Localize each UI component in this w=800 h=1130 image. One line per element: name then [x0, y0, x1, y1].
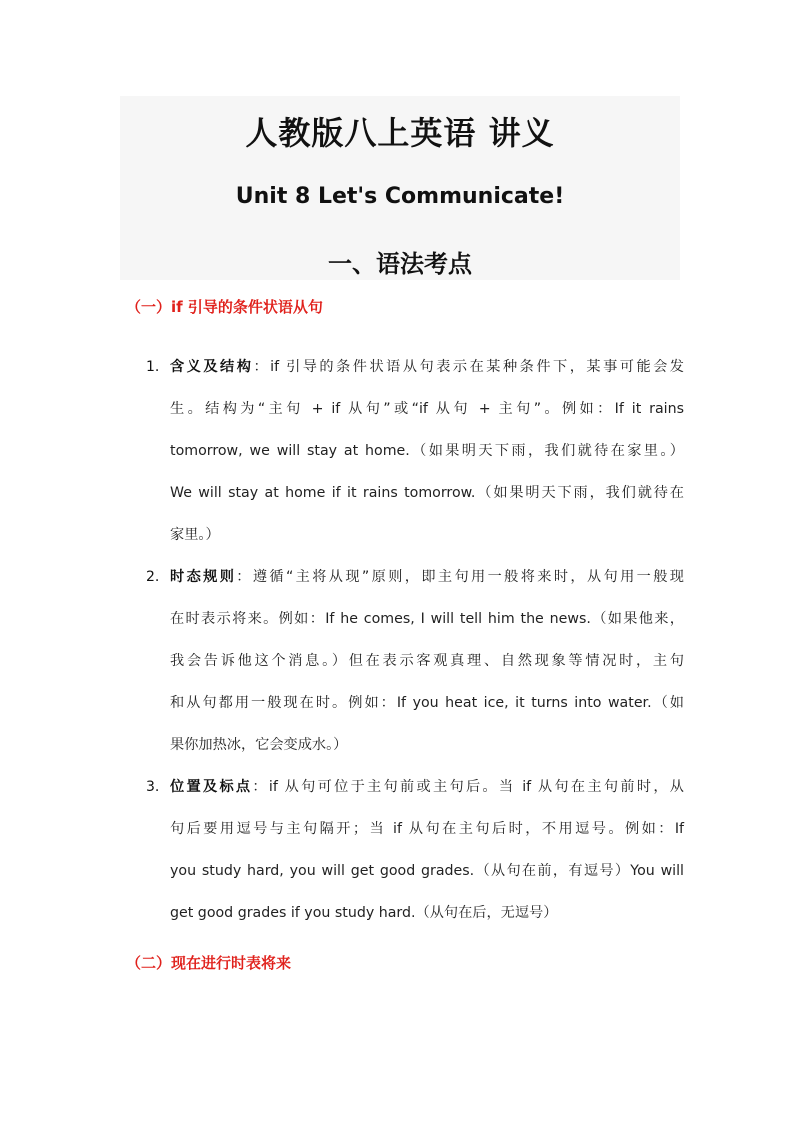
list-item-text-line: ：if 从句可位于主句前或主句后。当 if 从句在主句前时，从: [252, 779, 684, 795]
subsection-heading-present-continuous: （二）现在进行时表将来: [126, 954, 292, 972]
subsection-heading-if-clause: （一）if 引导的条件状语从句: [126, 298, 323, 316]
list-item-text-line: 我会告诉他这个消息。）但在表示客观真理、自然现象等情况时，主句: [170, 653, 684, 669]
list-item-body: [170, 346, 684, 556]
list-item-text-line: 果你加热冰，它会变成水。）: [170, 737, 348, 753]
list-item-term: 时态规则: [170, 569, 237, 585]
list-item-text-line: ：if 引导的条件状语从句表示在某种条件下，某事可能会发: [253, 359, 684, 375]
document-title: 人教版八上英语 讲义: [245, 114, 555, 152]
list-item-text-line: 句后要用逗号与主句隔开；当 if 从句在主句后时，不用逗号。例如：If: [170, 821, 684, 837]
list-item-number: 1.: [146, 359, 160, 375]
list-item-text-line: 家里。）: [170, 527, 220, 543]
list-item-number: 3.: [146, 779, 160, 795]
list-item-text-line: tomorrow, we will stay at home.（如果明天下雨，我们就待在家里。）: [170, 443, 684, 459]
list-item-text-line: you study hard, you will get good grades.（从句在前，有逗号）You will: [170, 863, 684, 879]
unit-title: Unit 8 Let's Communicate!: [235, 184, 565, 209]
list-item-text-line: get good grades if you study hard.（从句在后，无逗号）: [170, 905, 558, 921]
list-item-text-line: 和从句都用一般现在时。例如：If you heat ice, it turns into water.（如: [170, 695, 684, 711]
list-item-text-line: ：遵循“主将从现”原则，即主句用一般将来时，从句用一般现: [236, 569, 684, 585]
list-item-text-line: 生。结构为“主句 + if 从句”或“if 从句 + 主句”。例如：If it rains: [170, 401, 684, 417]
list-item-number: 2.: [146, 569, 160, 585]
list-item-text-line: We will stay at home if it rains tomorrow.（如果明天下雨，我们就待在: [170, 485, 684, 501]
list-item-text-line: 在时表示将来。例如：If he comes, I will tell him the news.（如果他来，: [170, 611, 684, 627]
section-heading: 一、语法考点: [328, 250, 472, 278]
list-item-body: [170, 556, 684, 766]
list-item-term: 位置及标点: [170, 779, 253, 795]
list-item-body: [170, 766, 684, 934]
list-item-term: 含义及结构: [170, 359, 254, 375]
